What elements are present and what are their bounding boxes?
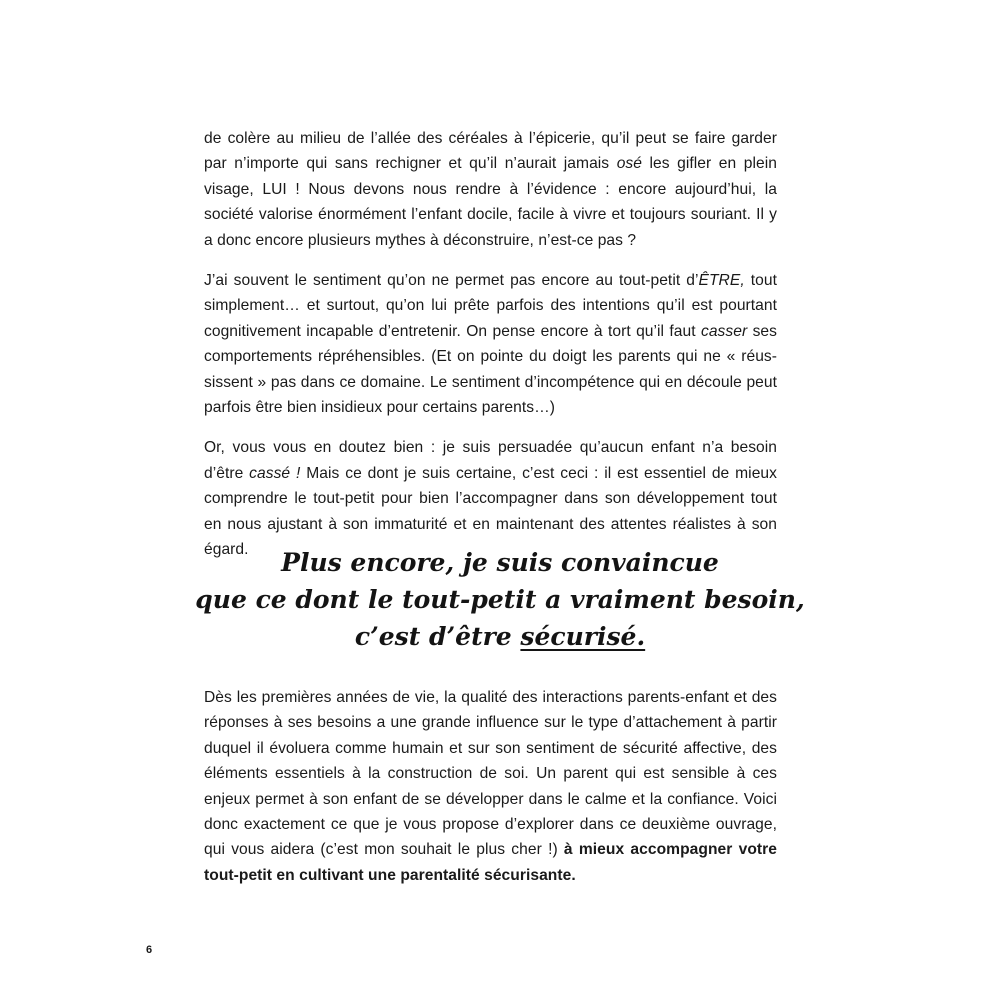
paragraph-1-emphasis: osé [616, 155, 642, 173]
pull-quote-line-1: Plus encore, je suis convaincue [281, 548, 719, 577]
paragraph-2 [204, 268, 777, 420]
paragraph-4-text-a: Dès les premières années de vie, la qualité des interactions parents-enfant et des réponses à ses besoins a une grande influence sur le type d’attachement à partir duquel il évoluera comme humain et sur son sentiment de sécurité affective, des éléments essentiels à la construction de soi. Un parent qui est sensible à ces enjeux permet à son enfant de se développer dans le calme et la confiance. Voici donc exactement ce que je vous propose d’explorer dans ce deuxième ouvrage, qui vous aidera (c’est mon souhait le plus cher !) [204, 689, 777, 859]
pull-quote-line-2: que ce dont le tout-petit a vraiment besoin, [195, 585, 805, 614]
body-text-top [204, 126, 777, 578]
pull-quote-underlined-word: sécurisé. [520, 622, 646, 651]
body-text-bottom [204, 685, 777, 903]
paragraph-2-text-b: tout simplement… et surtout, qu’on lui prête parfois des intentions qu’il est pourtant cognitivement incapable d’entretenir. On pense encore à tort qu’il faut [204, 272, 777, 340]
pull-quote-line-3 [150, 618, 850, 655]
paragraph-2-text-c: ses comportements répréhensibles. (Et on pointe du doigt les parents qui ne « réussissent » pas dans ce domaine. Le sentiment d’incompétence qui en découle peut parfois être bien insidieux pour certains parents…) [204, 322, 777, 417]
page-number: 6 [146, 944, 153, 956]
paragraph-3-text-b: Mais ce dont je suis certaine, c’est ceci : il est essentiel de mieux comprendre le tout-petit pour bien l’accompagner dans son développement tout en nous ajustant à son immaturité et en maintenant des attentes réalistes à son égard. [204, 464, 777, 559]
paragraph-3-emphasis: cassé ! [249, 464, 301, 482]
paragraph-2-emphasis-casser: casser [700, 322, 748, 340]
paragraph-1 [204, 126, 777, 253]
paragraph-2-text-a: J’ai souvent le sentiment qu’on ne permet pas encore au tout-petit d’ [204, 272, 699, 290]
paragraph-4 [204, 685, 777, 888]
pull-quote-line-3-prefix: c’est d’être [354, 622, 521, 651]
paragraph-1-text-a: de colère au milieu de l’allée des céréales à l’épicerie, qu’il peut se faire garder par n’importe qui sans rechigner et qu’il n’aurait jamais [204, 130, 777, 173]
pull-quote [150, 544, 850, 655]
paragraph-1-text-b: les gifler en plein visage, LUI ! Nous devons nous rendre à l’évidence : encore aujourd’hui, la société valorise énormément l’enfant docile, facile à vivre et toujours souriant. Il y a donc encore plusieurs mythes à déconstruire, n’est-ce pas ? [204, 155, 777, 249]
paragraph-2-emphasis-etre: ÊTRE, [698, 272, 745, 290]
paragraph-4-bold-text: à mieux accompagner votre tout-petit en cultivant une parentalité sécurisante. [204, 841, 777, 884]
paragraph-3-text-a: Or, vous vous en doutez bien : je suis persuadée qu’aucun enfant n’a besoin d’être [204, 439, 777, 482]
